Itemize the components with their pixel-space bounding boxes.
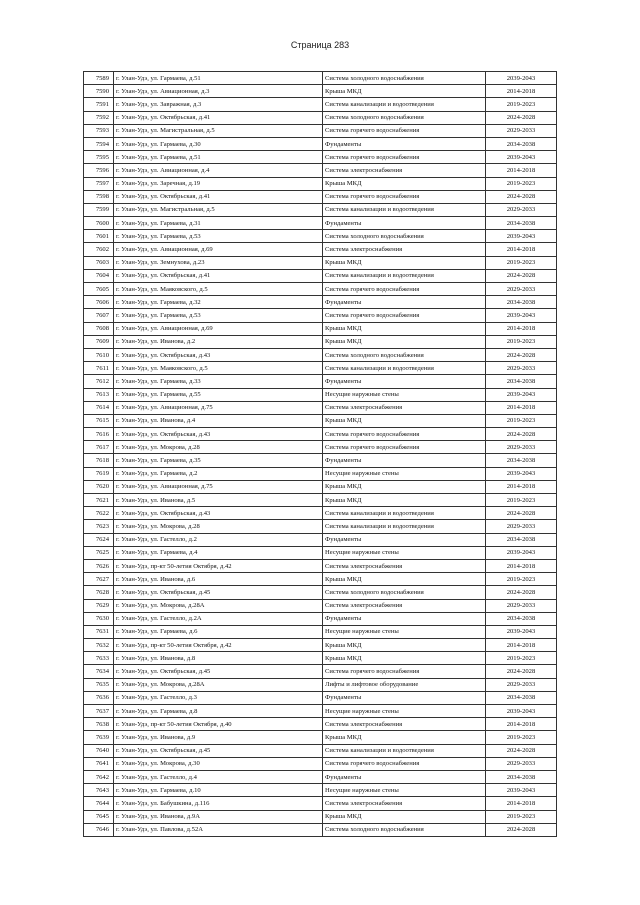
- work-type-cell: Крыша МКД: [323, 177, 486, 190]
- row-number: 7604: [84, 269, 114, 282]
- period-cell: 2034-2038: [486, 217, 557, 230]
- address-cell: г. Улан-Удэ, пр-кт 50-летия Октября, д.42: [114, 559, 323, 572]
- period-cell: 2014-2018: [486, 85, 557, 98]
- address-cell: г. Улан-Удэ, ул. Авиационная, д.75: [114, 401, 323, 414]
- period-cell: 2039-2043: [486, 467, 557, 480]
- row-number: 7629: [84, 599, 114, 612]
- row-number: 7617: [84, 441, 114, 454]
- table-row: [84, 454, 557, 467]
- table-row: [84, 797, 557, 810]
- table-row: [84, 520, 557, 533]
- work-type-cell: Крыша МКД: [323, 256, 486, 269]
- table-row: [84, 217, 557, 230]
- work-type-cell: Несущие наружные стены: [323, 546, 486, 559]
- work-type-cell: Фундаменты: [323, 612, 486, 625]
- work-type-cell: Лифты и лифтовое оборудование: [323, 678, 486, 691]
- work-type-cell: Система холодного водоснабжения: [323, 348, 486, 361]
- work-type-cell: Крыша МКД: [323, 322, 486, 335]
- row-number: 7592: [84, 111, 114, 124]
- work-type-cell: Фундаменты: [323, 296, 486, 309]
- address-cell: г. Улан-Удэ, ул. Мокрова, д.28А: [114, 678, 323, 691]
- address-cell: г. Улан-Удэ, пр-кт 50-летия Октября, д.40: [114, 718, 323, 731]
- row-number: 7635: [84, 678, 114, 691]
- table-row: [84, 705, 557, 718]
- address-cell: г. Улан-Удэ, ул. Мокрова, д.28: [114, 441, 323, 454]
- table-row: [84, 111, 557, 124]
- work-type-cell: Крыша МКД: [323, 810, 486, 823]
- row-number: 7609: [84, 335, 114, 348]
- period-cell: 2019-2023: [486, 494, 557, 507]
- period-cell: 2019-2023: [486, 731, 557, 744]
- row-number: 7593: [84, 124, 114, 137]
- table-row: [84, 546, 557, 559]
- work-type-cell: Крыша МКД: [323, 480, 486, 493]
- table-row: [84, 283, 557, 296]
- row-number: 7607: [84, 309, 114, 322]
- row-number: 7618: [84, 454, 114, 467]
- row-number: 7603: [84, 256, 114, 269]
- table-row: [84, 652, 557, 665]
- row-number: 7611: [84, 362, 114, 375]
- work-type-cell: Крыша МКД: [323, 573, 486, 586]
- period-cell: 2019-2023: [486, 810, 557, 823]
- address-cell: г. Улан-Удэ, ул. Земнухова, д.23: [114, 256, 323, 269]
- row-number: 7590: [84, 85, 114, 98]
- table-row: [84, 177, 557, 190]
- row-number: 7644: [84, 797, 114, 810]
- row-number: 7616: [84, 428, 114, 441]
- work-type-cell: Фундаменты: [323, 217, 486, 230]
- address-cell: г. Улан-Удэ, ул. Октябрьская, д.41: [114, 269, 323, 282]
- work-type-cell: Фундаменты: [323, 454, 486, 467]
- period-cell: 2039-2043: [486, 546, 557, 559]
- row-number: 7594: [84, 137, 114, 150]
- address-cell: г. Улан-Удэ, ул. Завражная, д.3: [114, 98, 323, 111]
- table-row: [84, 744, 557, 757]
- table-row: [84, 810, 557, 823]
- work-type-cell: Несущие наружные стены: [323, 625, 486, 638]
- period-cell: 2019-2023: [486, 335, 557, 348]
- work-type-cell: Крыша МКД: [323, 652, 486, 665]
- work-type-cell: Крыша МКД: [323, 335, 486, 348]
- work-type-cell: Система горячего водоснабжения: [323, 151, 486, 164]
- address-cell: г. Улан-Удэ, ул. Октябрьская, д.43: [114, 348, 323, 361]
- row-number: 7643: [84, 784, 114, 797]
- address-cell: г. Улан-Удэ, ул. Октябрьская, д.43: [114, 507, 323, 520]
- period-cell: 2014-2018: [486, 243, 557, 256]
- row-number: 7633: [84, 652, 114, 665]
- address-cell: г. Улан-Удэ, ул. Гармаева, д.4: [114, 546, 323, 559]
- table-row: [84, 678, 557, 691]
- table-row: [84, 665, 557, 678]
- address-cell: г. Улан-Удэ, ул. Маяковского, д.5: [114, 362, 323, 375]
- work-type-cell: Система канализации и водоотведения: [323, 269, 486, 282]
- row-number: 7622: [84, 507, 114, 520]
- address-cell: г. Улан-Удэ, ул. Гармаева, д.53: [114, 309, 323, 322]
- table-row: [84, 414, 557, 427]
- period-cell: 2014-2018: [486, 639, 557, 652]
- table-row: [84, 784, 557, 797]
- work-type-cell: Система канализации и водоотведения: [323, 744, 486, 757]
- address-cell: г. Улан-Удэ, ул. Октябрьская, д.41: [114, 190, 323, 203]
- period-cell: 2039-2043: [486, 388, 557, 401]
- work-type-cell: Система электроснабжения: [323, 401, 486, 414]
- row-number: 7595: [84, 151, 114, 164]
- address-cell: г. Улан-Удэ, ул. Иванова, д.4: [114, 414, 323, 427]
- row-number: 7628: [84, 586, 114, 599]
- work-type-cell: Система электроснабжения: [323, 797, 486, 810]
- address-cell: г. Улан-Удэ, ул. Гармаева, д.31: [114, 217, 323, 230]
- period-cell: 2034-2038: [486, 612, 557, 625]
- period-cell: 2039-2043: [486, 309, 557, 322]
- row-number: 7642: [84, 770, 114, 783]
- work-type-cell: Система горячего водоснабжения: [323, 441, 486, 454]
- row-number: 7623: [84, 520, 114, 533]
- row-number: 7610: [84, 348, 114, 361]
- table-row: [84, 599, 557, 612]
- work-type-cell: Несущие наружные стены: [323, 467, 486, 480]
- row-number: 7634: [84, 665, 114, 678]
- row-number: 7613: [84, 388, 114, 401]
- address-cell: г. Улан-Удэ, ул. Авиационная, д.3: [114, 85, 323, 98]
- row-number: 7614: [84, 401, 114, 414]
- work-type-cell: Система горячего водоснабжения: [323, 757, 486, 770]
- address-cell: г. Улан-Удэ, ул. Гармаева, д.51: [114, 151, 323, 164]
- period-cell: 2034-2038: [486, 296, 557, 309]
- row-number: 7596: [84, 164, 114, 177]
- address-cell: г. Улан-Удэ, ул. Гармаева, д.32: [114, 296, 323, 309]
- work-type-cell: Несущие наружные стены: [323, 388, 486, 401]
- row-number: 7598: [84, 190, 114, 203]
- period-cell: 2029-2033: [486, 283, 557, 296]
- period-cell: 2014-2018: [486, 559, 557, 572]
- period-cell: 2029-2033: [486, 362, 557, 375]
- row-number: 7605: [84, 283, 114, 296]
- table-row: [84, 98, 557, 111]
- work-type-cell: Фундаменты: [323, 375, 486, 388]
- row-number: 7589: [84, 72, 114, 85]
- table-row: [84, 164, 557, 177]
- table-row: [84, 401, 557, 414]
- row-number: 7636: [84, 691, 114, 704]
- table-row: [84, 85, 557, 98]
- row-number: 7612: [84, 375, 114, 388]
- table-row: [84, 559, 557, 572]
- work-type-cell: Система горячего водоснабжения: [323, 190, 486, 203]
- period-cell: 2029-2033: [486, 520, 557, 533]
- address-cell: г. Улан-Удэ, ул. Заречная, д.19: [114, 177, 323, 190]
- period-cell: 2014-2018: [486, 164, 557, 177]
- period-cell: 2024-2028: [486, 190, 557, 203]
- period-cell: 2024-2028: [486, 269, 557, 282]
- address-cell: г. Улан-Удэ, ул. Октябрьская, д.45: [114, 744, 323, 757]
- address-cell: г. Улан-Удэ, пр-кт 50-летия Октября, д.42: [114, 639, 323, 652]
- period-cell: 2034-2038: [486, 137, 557, 150]
- address-cell: г. Улан-Удэ, ул. Гармаева, д.8: [114, 705, 323, 718]
- table-row: [84, 388, 557, 401]
- address-cell: г. Улан-Удэ, ул. Гармаева, д.55: [114, 388, 323, 401]
- period-cell: 2019-2023: [486, 652, 557, 665]
- table-row: [84, 375, 557, 388]
- address-cell: г. Улан-Удэ, ул. Авиационная, д.4: [114, 164, 323, 177]
- work-type-cell: Система горячего водоснабжения: [323, 428, 486, 441]
- period-cell: 2024-2028: [486, 348, 557, 361]
- work-type-cell: Система электроснабжения: [323, 718, 486, 731]
- address-cell: г. Улан-Удэ, ул. Гастелло, д.4: [114, 770, 323, 783]
- address-cell: г. Улан-Удэ, ул. Гармаева, д.35: [114, 454, 323, 467]
- table-row: [84, 441, 557, 454]
- address-cell: г. Улан-Удэ, ул. Гармаева, д.53: [114, 230, 323, 243]
- table-row: [84, 731, 557, 744]
- row-number: 7631: [84, 625, 114, 638]
- table-row: [84, 296, 557, 309]
- period-cell: 2024-2028: [486, 744, 557, 757]
- period-cell: 2019-2023: [486, 414, 557, 427]
- period-cell: 2039-2043: [486, 230, 557, 243]
- work-type-cell: Крыша МКД: [323, 494, 486, 507]
- address-cell: г. Улан-Удэ, ул. Гармаева, д.33: [114, 375, 323, 388]
- period-cell: 2019-2023: [486, 98, 557, 111]
- period-cell: 2024-2028: [486, 823, 557, 836]
- work-type-cell: Система электроснабжения: [323, 559, 486, 572]
- row-number: 7638: [84, 718, 114, 731]
- table-row: [84, 494, 557, 507]
- table-row: [84, 243, 557, 256]
- period-cell: 2039-2043: [486, 625, 557, 638]
- row-number: 7606: [84, 296, 114, 309]
- address-cell: г. Улан-Удэ, ул. Иванова, д.9: [114, 731, 323, 744]
- period-cell: 2014-2018: [486, 401, 557, 414]
- period-cell: 2014-2018: [486, 480, 557, 493]
- table-row: [84, 507, 557, 520]
- table-row: [84, 230, 557, 243]
- row-number: 7637: [84, 705, 114, 718]
- table-row: [84, 269, 557, 282]
- row-number: 7608: [84, 322, 114, 335]
- address-cell: г. Улан-Удэ, ул. Гармаева, д.30: [114, 137, 323, 150]
- work-type-cell: Система канализации и водоотведения: [323, 507, 486, 520]
- table-row: [84, 309, 557, 322]
- work-type-cell: Система холодного водоснабжения: [323, 230, 486, 243]
- period-cell: 2014-2018: [486, 797, 557, 810]
- work-type-cell: Крыша МКД: [323, 731, 486, 744]
- address-cell: г. Улан-Удэ, ул. Авиационная, д.69: [114, 243, 323, 256]
- address-cell: г. Улан-Удэ, ул. Павлова, д.52А: [114, 823, 323, 836]
- work-type-cell: Система холодного водоснабжения: [323, 72, 486, 85]
- row-number: 7597: [84, 177, 114, 190]
- address-cell: г. Улан-Удэ, ул. Мокрова, д.28: [114, 520, 323, 533]
- row-number: 7645: [84, 810, 114, 823]
- period-cell: 2019-2023: [486, 573, 557, 586]
- row-number: 7627: [84, 573, 114, 586]
- period-cell: 2024-2028: [486, 665, 557, 678]
- period-cell: 2039-2043: [486, 151, 557, 164]
- table-row: [84, 190, 557, 203]
- address-cell: г. Улан-Удэ, ул. Гастелло, д.3: [114, 691, 323, 704]
- row-number: 7632: [84, 639, 114, 652]
- period-cell: 2014-2018: [486, 322, 557, 335]
- work-type-cell: Система электроснабжения: [323, 599, 486, 612]
- period-cell: 2029-2033: [486, 757, 557, 770]
- address-cell: г. Улан-Удэ, ул. Авиационная, д.69: [114, 322, 323, 335]
- address-cell: г. Улан-Удэ, ул. Иванова, д.6: [114, 573, 323, 586]
- period-cell: 2029-2033: [486, 441, 557, 454]
- table-row: [84, 203, 557, 216]
- period-cell: 2014-2018: [486, 718, 557, 731]
- address-cell: г. Улан-Удэ, ул. Октябрьская, д.45: [114, 586, 323, 599]
- period-cell: 2024-2028: [486, 428, 557, 441]
- address-cell: г. Улан-Удэ, ул. Иванова, д.5: [114, 494, 323, 507]
- table-row: [84, 586, 557, 599]
- work-type-cell: Крыша МКД: [323, 414, 486, 427]
- work-type-cell: Фундаменты: [323, 533, 486, 546]
- table-row: [84, 612, 557, 625]
- address-cell: г. Улан-Удэ, ул. Магистральная, д.5: [114, 124, 323, 137]
- row-number: 7591: [84, 98, 114, 111]
- period-cell: 2029-2033: [486, 203, 557, 216]
- table-body: [84, 72, 557, 837]
- table-row: [84, 72, 557, 85]
- work-type-cell: Крыша МКД: [323, 85, 486, 98]
- period-cell: 2034-2038: [486, 770, 557, 783]
- address-cell: г. Улан-Удэ, ул. Октябрьская, д.43: [114, 428, 323, 441]
- table-row: [84, 151, 557, 164]
- address-cell: г. Улан-Удэ, ул. Иванова, д.2: [114, 335, 323, 348]
- address-cell: г. Улан-Удэ, ул. Октябрьская, д.45: [114, 665, 323, 678]
- address-cell: г. Улан-Удэ, ул. Иванова, д.8: [114, 652, 323, 665]
- period-cell: 2024-2028: [486, 111, 557, 124]
- table-row: [84, 625, 557, 638]
- table-row: [84, 718, 557, 731]
- address-cell: г. Улан-Удэ, ул. Гармаева, д.6: [114, 625, 323, 638]
- period-cell: 2029-2033: [486, 124, 557, 137]
- row-number: 7646: [84, 823, 114, 836]
- table-row: [84, 322, 557, 335]
- work-type-cell: Система горячего водоснабжения: [323, 124, 486, 137]
- work-type-cell: Система канализации и водоотведения: [323, 98, 486, 111]
- table-row: [84, 639, 557, 652]
- period-cell: 2029-2033: [486, 599, 557, 612]
- address-cell: г. Улан-Удэ, ул. Гармаева, д.2: [114, 467, 323, 480]
- table-row: [84, 757, 557, 770]
- table-row: [84, 573, 557, 586]
- work-type-cell: Система горячего водоснабжения: [323, 309, 486, 322]
- address-cell: г. Улан-Удэ, ул. Гастелло, д.2А: [114, 612, 323, 625]
- row-number: 7599: [84, 203, 114, 216]
- table-row: [84, 362, 557, 375]
- work-type-cell: Фундаменты: [323, 691, 486, 704]
- period-cell: 2039-2043: [486, 705, 557, 718]
- row-number: 7602: [84, 243, 114, 256]
- page-number-header: Страница 283: [290, 40, 350, 50]
- period-cell: 2034-2038: [486, 375, 557, 388]
- address-cell: г. Улан-Удэ, ул. Гастелло, д.2: [114, 533, 323, 546]
- work-type-cell: Несущие наружные стены: [323, 784, 486, 797]
- work-type-cell: Система канализации и водоотведения: [323, 520, 486, 533]
- row-number: 7640: [84, 744, 114, 757]
- work-type-cell: Система горячего водоснабжения: [323, 665, 486, 678]
- row-number: 7621: [84, 494, 114, 507]
- period-cell: 2034-2038: [486, 533, 557, 546]
- table-row: [84, 428, 557, 441]
- address-cell: г. Улан-Удэ, ул. Бабушкина, д.116: [114, 797, 323, 810]
- work-type-cell: Система холодного водоснабжения: [323, 111, 486, 124]
- table-row: [84, 124, 557, 137]
- period-cell: 2024-2028: [486, 507, 557, 520]
- row-number: 7630: [84, 612, 114, 625]
- work-type-cell: Система холодного водоснабжения: [323, 586, 486, 599]
- row-number: 7624: [84, 533, 114, 546]
- table-row: [84, 467, 557, 480]
- period-cell: 2019-2023: [486, 256, 557, 269]
- period-cell: 2039-2043: [486, 72, 557, 85]
- table-row: [84, 770, 557, 783]
- address-cell: г. Улан-Удэ, ул. Мокрова, д.28А: [114, 599, 323, 612]
- table-row: [84, 480, 557, 493]
- row-number: 7600: [84, 217, 114, 230]
- address-cell: г. Улан-Удэ, ул. Магистральная, д.5: [114, 203, 323, 216]
- repair-schedule-table: [83, 71, 557, 837]
- table-row: [84, 256, 557, 269]
- table-row: [84, 137, 557, 150]
- row-number: 7620: [84, 480, 114, 493]
- work-type-cell: Система горячего водоснабжения: [323, 283, 486, 296]
- work-type-cell: Несущие наружные стены: [323, 705, 486, 718]
- work-type-cell: Фундаменты: [323, 770, 486, 783]
- table-row: [84, 533, 557, 546]
- address-cell: г. Улан-Удэ, ул. Авиационная, д.75: [114, 480, 323, 493]
- row-number: 7619: [84, 467, 114, 480]
- table-row: [84, 691, 557, 704]
- address-cell: г. Улан-Удэ, ул. Маяковского, д.5: [114, 283, 323, 296]
- period-cell: 2034-2038: [486, 454, 557, 467]
- row-number: 7626: [84, 559, 114, 572]
- work-type-cell: Система холодного водоснабжения: [323, 823, 486, 836]
- row-number: 7601: [84, 230, 114, 243]
- period-cell: 2024-2028: [486, 586, 557, 599]
- row-number: 7641: [84, 757, 114, 770]
- address-cell: г. Улан-Удэ, ул. Гармаева, д.10: [114, 784, 323, 797]
- work-type-cell: Система электроснабжения: [323, 243, 486, 256]
- work-type-cell: Фундаменты: [323, 137, 486, 150]
- period-cell: 2034-2038: [486, 691, 557, 704]
- address-cell: г. Улан-Удэ, ул. Мокрова, д.30: [114, 757, 323, 770]
- period-cell: 2029-2033: [486, 678, 557, 691]
- work-type-cell: Система канализации и водоотведения: [323, 362, 486, 375]
- work-type-cell: Крыша МКД: [323, 639, 486, 652]
- row-number: 7615: [84, 414, 114, 427]
- address-cell: г. Улан-Удэ, ул. Иванова, д.9А: [114, 810, 323, 823]
- work-type-cell: Система канализации и водоотведения: [323, 203, 486, 216]
- address-cell: г. Улан-Удэ, ул. Октябрьская, д.41: [114, 111, 323, 124]
- table-row: [84, 335, 557, 348]
- period-cell: 2019-2023: [486, 177, 557, 190]
- address-cell: г. Улан-Удэ, ул. Гармаева, д.51: [114, 72, 323, 85]
- work-type-cell: Система электроснабжения: [323, 164, 486, 177]
- row-number: 7639: [84, 731, 114, 744]
- table-row: [84, 823, 557, 836]
- table-row: [84, 348, 557, 361]
- period-cell: 2039-2043: [486, 784, 557, 797]
- row-number: 7625: [84, 546, 114, 559]
